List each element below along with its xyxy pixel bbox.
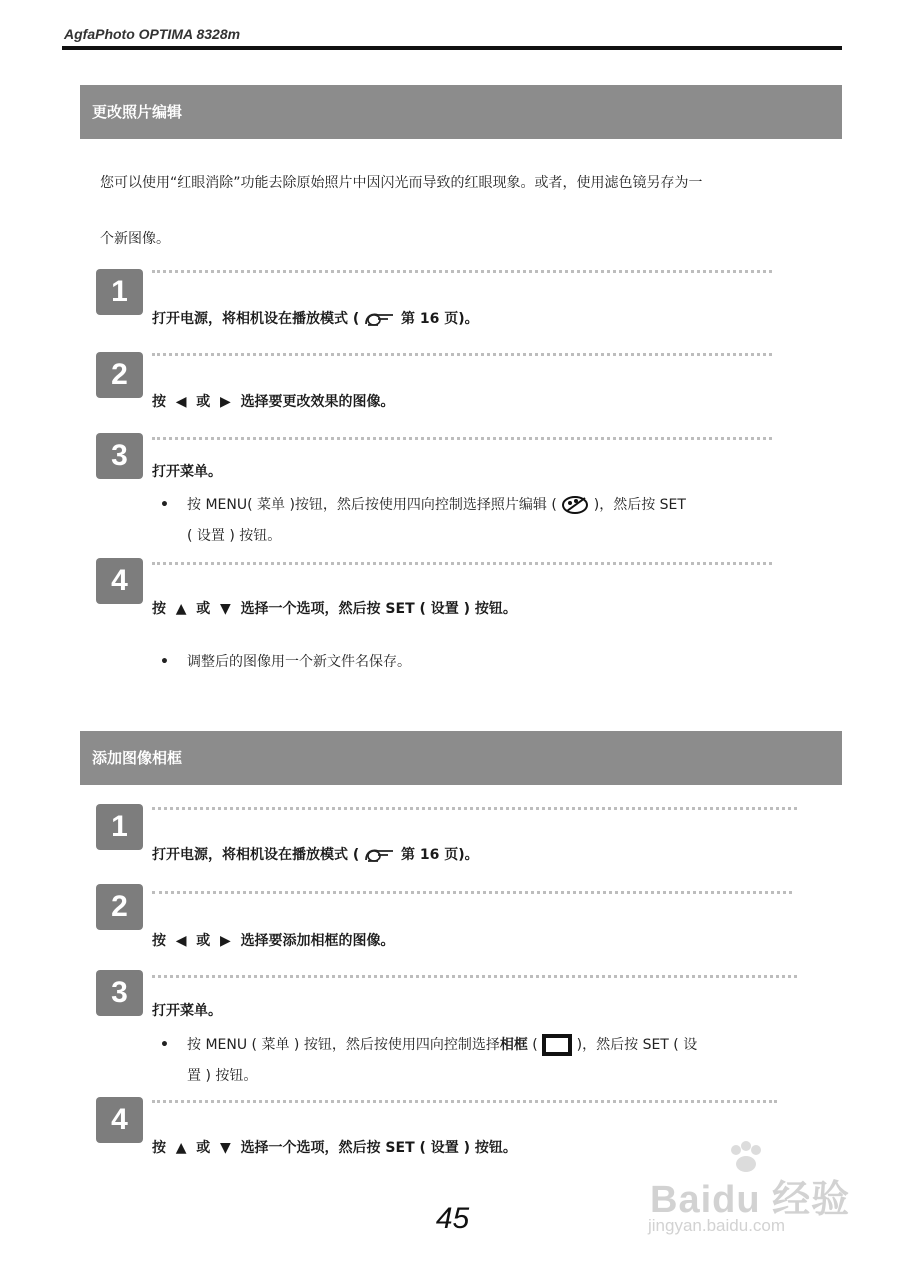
bullet-dot: • bbox=[160, 1037, 169, 1053]
step-number-1: 1 bbox=[96, 804, 143, 850]
or-label: 或 bbox=[196, 1140, 211, 1156]
step-1-text bbox=[152, 308, 479, 328]
step-3-bullet bbox=[160, 1030, 817, 1092]
step-2-text-b: 选择要更改效果的图像。 bbox=[240, 394, 395, 410]
step-4-bullet bbox=[160, 647, 817, 678]
step-3-bullet-b: )，然后按 SET bbox=[593, 497, 686, 513]
step-3-text: 打开菜单。 bbox=[152, 464, 222, 480]
step-3-bullet-bold: 相框 bbox=[499, 1037, 528, 1053]
or-label: 或 bbox=[196, 933, 211, 949]
step-1-text bbox=[152, 844, 479, 864]
bullet-dot: • bbox=[160, 654, 169, 670]
right-arrow-icon: ▶ bbox=[220, 933, 231, 949]
right-arrow-icon: ▶ bbox=[220, 394, 231, 410]
step-1-text-a: 打开电源，将相机设在播放模式 ( bbox=[152, 311, 360, 327]
step-4-text bbox=[152, 1137, 517, 1157]
page-number: 45 bbox=[435, 1202, 470, 1235]
step-3-bullet-a: 按 MENU ( 菜单 ) 按钮，然后按使用四向控制选择 bbox=[187, 1037, 500, 1053]
step-2-text bbox=[152, 391, 395, 411]
step-4-text-b: 选择一个选项，然后按 SET ( 设置 ) 按钮。 bbox=[240, 1140, 517, 1156]
step-2-text-a: 按 bbox=[152, 933, 166, 949]
step-2-text-a: 按 bbox=[152, 394, 166, 410]
step-4-text-a: 按 bbox=[152, 601, 166, 617]
section-title-photo-edit: 更改照片编辑 bbox=[80, 85, 842, 139]
step-divider bbox=[152, 891, 792, 894]
step-2-text-b: 选择要添加相框的图像。 bbox=[240, 933, 395, 949]
step-4-bullet-text: 调整后的图像用一个新文件名保存。 bbox=[187, 654, 411, 670]
step-1-text-b: 第 16 页)。 bbox=[401, 311, 479, 327]
intro-line-1: 您可以使用“红眼消除”功能去除原始照片中因闪光而导致的红眼现象。或者，使用滤色镜另存为一 bbox=[100, 175, 703, 191]
up-arrow-icon: ▲ bbox=[175, 1140, 187, 1156]
or-label: 或 bbox=[196, 394, 211, 410]
pointing-hand-icon bbox=[364, 310, 396, 328]
frame-icon bbox=[542, 1034, 572, 1056]
step-4-text-a: 按 bbox=[152, 1140, 166, 1156]
step-3-bullet-c: )，然后按 SET ( 设 bbox=[576, 1037, 698, 1053]
step-3-bullet-a: 按 MENU( 菜单 )按钮，然后按使用四向控制选择照片编辑 ( bbox=[187, 497, 557, 513]
step-3-text: 打开菜单。 bbox=[152, 1003, 222, 1019]
step-1-text-b: 第 16 页)。 bbox=[401, 847, 479, 863]
up-arrow-icon: ▲ bbox=[175, 601, 187, 617]
or-label: 或 bbox=[196, 601, 211, 617]
watermark-main: Baidu 经验 bbox=[650, 1179, 851, 1221]
step-2-text bbox=[152, 930, 395, 950]
step-number-1: 1 bbox=[96, 269, 143, 315]
step-1-text-a: 打开电源，将相机设在播放模式 ( bbox=[152, 847, 360, 863]
step-number-2: 2 bbox=[96, 352, 143, 398]
palette-icon bbox=[561, 495, 589, 515]
step-divider bbox=[152, 807, 797, 810]
step-divider bbox=[152, 437, 772, 440]
step-3-bullet-line2: 置 ) 按钮。 bbox=[187, 1068, 258, 1084]
step-divider bbox=[152, 270, 772, 273]
pointing-hand-icon bbox=[364, 846, 396, 864]
step-3-bullet-line2: ( 设置 ) 按钮。 bbox=[187, 528, 282, 544]
down-arrow-icon: ▼ bbox=[220, 1140, 231, 1156]
step-divider bbox=[152, 562, 772, 565]
section-title-add-frame: 添加图像相框 bbox=[80, 731, 842, 785]
step-4-text bbox=[152, 598, 517, 618]
step-3-bullet-b: ( bbox=[532, 1037, 538, 1053]
left-arrow-icon: ◀ bbox=[175, 394, 187, 410]
step-number-2: 2 bbox=[96, 884, 143, 930]
step-divider bbox=[152, 975, 797, 978]
step-number-3: 3 bbox=[96, 433, 143, 479]
intro-line-2: 个新图像。 bbox=[100, 231, 170, 247]
step-number-3: 3 bbox=[96, 970, 143, 1016]
down-arrow-icon: ▼ bbox=[220, 601, 231, 617]
step-4-text-b: 选择一个选项，然后按 SET ( 设置 ) 按钮。 bbox=[240, 601, 517, 617]
step-divider bbox=[152, 353, 772, 356]
step-number-4: 4 bbox=[96, 1097, 143, 1143]
step-divider bbox=[152, 1100, 777, 1103]
watermark-sub: jingyan.baidu.com bbox=[648, 1216, 786, 1235]
left-arrow-icon: ◀ bbox=[175, 933, 187, 949]
header-rule bbox=[62, 46, 842, 50]
step-number-4: 4 bbox=[96, 558, 143, 604]
step-3-bullet bbox=[160, 490, 817, 552]
manual-header: AgfaPhoto OPTIMA 8328m bbox=[64, 26, 241, 42]
bullet-dot: • bbox=[160, 497, 169, 513]
